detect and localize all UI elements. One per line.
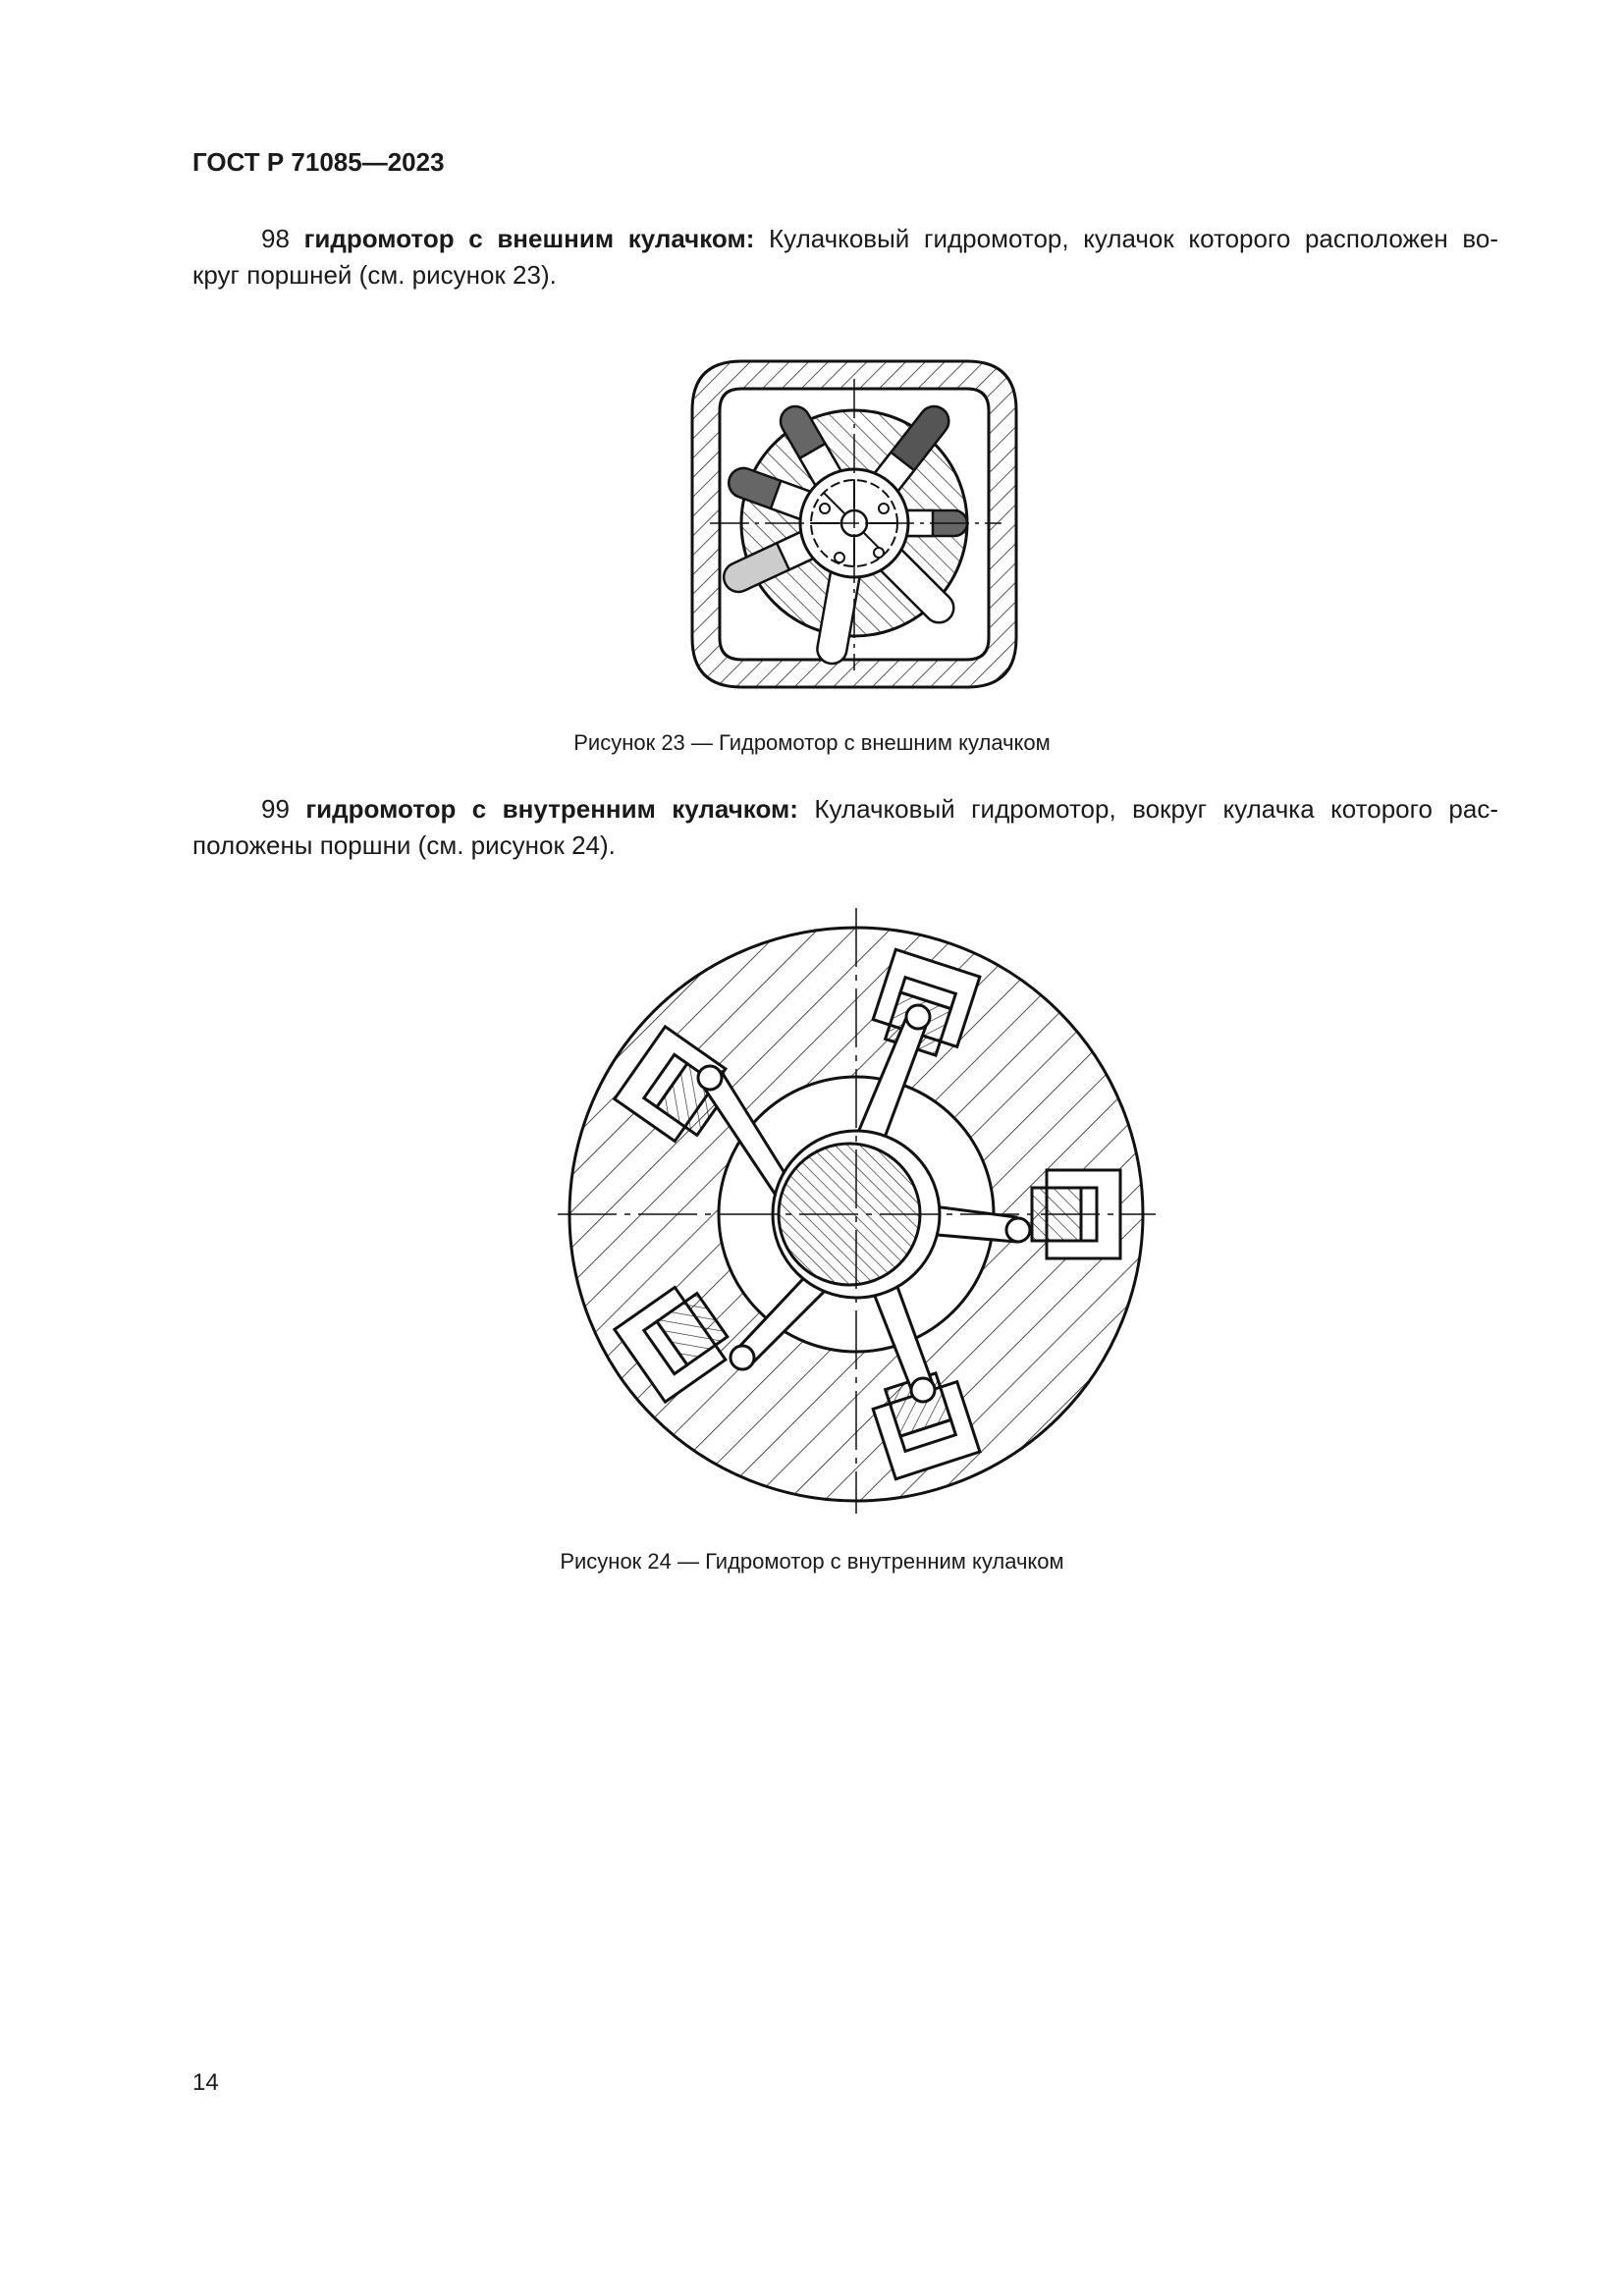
figure-23-caption: Рисунок 23 — Гидромотор с внешним кулачком — [573, 730, 1051, 755]
document-header: ГОСТ Р 71085—2023 — [192, 147, 445, 177]
figure-23-external-cam-motor — [682, 351, 1026, 697]
entry-text-line2: положены поршни (см. рисунок 24). — [192, 830, 616, 860]
definition-98 — [192, 221, 1498, 294]
entry-number: 98 — [261, 224, 290, 253]
entry-text-line1: Кулачковый гидромотор, вокруг кулачка которого рас- — [814, 794, 1498, 824]
entry-term: гидромотор с внутренним кулачком: — [305, 794, 798, 824]
definition-99 — [192, 791, 1498, 864]
page-number: 14 — [192, 2069, 219, 2096]
figure-24-internal-cam-motor — [555, 903, 1159, 1517]
entry-term: гидромотор с внешним кулачком: — [303, 224, 755, 253]
entry-number: 99 — [261, 794, 290, 824]
figure-24-caption: Рисунок 24 — Гидромотор с внутренним кулачком — [560, 1549, 1064, 1574]
entry-text-line1: Кулачковый гидромотор, кулачок которого расположен во- — [769, 224, 1498, 253]
entry-text-line2: круг поршней (см. рисунок 23). — [192, 260, 557, 290]
